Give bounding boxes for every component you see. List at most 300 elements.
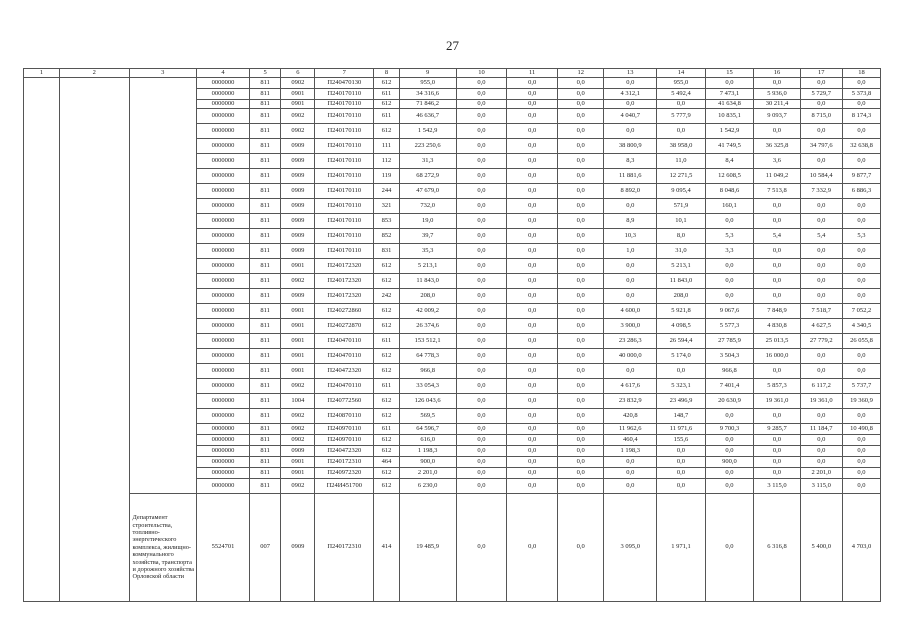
- table-cell: 39,7: [399, 229, 456, 244]
- table-cell: 0,0: [557, 379, 603, 394]
- table-cell: 811: [249, 289, 281, 304]
- table-cell: 811: [249, 479, 281, 494]
- table-cell: 5 577,3: [705, 319, 754, 334]
- empty-cell: [129, 259, 197, 274]
- table-cell: 0901: [281, 259, 315, 274]
- table-cell: 0,0: [754, 78, 800, 89]
- table-cell: П240272870: [315, 319, 374, 334]
- header-cell: 15: [705, 69, 754, 78]
- table-row: [24, 289, 881, 304]
- table-row: [24, 139, 881, 154]
- table-cell: 0,0: [754, 199, 800, 214]
- table-cell: 5,3: [705, 229, 754, 244]
- table-cell: 0,0: [456, 289, 507, 304]
- empty-cell: [59, 169, 129, 184]
- table-row: [24, 468, 881, 479]
- table-cell: 6 230,0: [399, 479, 456, 494]
- header-cell: 6: [281, 69, 315, 78]
- table-cell: 612: [374, 78, 399, 89]
- table-cell: П240172320: [315, 259, 374, 274]
- empty-cell: [24, 479, 60, 494]
- table-cell: 0,0: [800, 349, 842, 364]
- table-cell: 5 213,1: [399, 259, 456, 274]
- table-row: [24, 435, 881, 446]
- table-cell: 0,0: [842, 199, 880, 214]
- empty-cell: [129, 109, 197, 124]
- table-cell: 38 958,0: [657, 139, 706, 154]
- table-cell: 321: [374, 199, 399, 214]
- table-row: [24, 184, 881, 199]
- table-cell: 0000000: [197, 89, 250, 100]
- table-cell: 5 777,9: [657, 109, 706, 124]
- table-cell: 9 093,7: [754, 109, 800, 124]
- empty-cell: [24, 78, 60, 89]
- table-cell: 7 848,9: [754, 304, 800, 319]
- table-cell: 0,0: [754, 468, 800, 479]
- table-cell: 0902: [281, 274, 315, 289]
- table-cell: 0,0: [705, 259, 754, 274]
- empty-cell: [129, 78, 197, 89]
- table-cell: 0000000: [197, 468, 250, 479]
- table-cell: 811: [249, 124, 281, 139]
- header-cell: 5: [249, 69, 281, 78]
- table-cell: 10 490,8: [842, 424, 880, 435]
- table-cell: 811: [249, 214, 281, 229]
- table-cell: 5 492,4: [657, 89, 706, 100]
- table-cell: 0,0: [557, 304, 603, 319]
- table-row: [24, 214, 881, 229]
- table-cell: 0,0: [507, 214, 558, 229]
- table-cell: 8,0: [657, 229, 706, 244]
- empty-cell: [24, 409, 60, 424]
- table-cell: П240170110: [315, 169, 374, 184]
- table-cell: 0909: [281, 154, 315, 169]
- table-cell: 0,0: [705, 214, 754, 229]
- table-cell: 811: [249, 379, 281, 394]
- table-cell: 9 095,4: [657, 184, 706, 199]
- table-row: [24, 319, 881, 334]
- table-cell: 11 049,2: [754, 169, 800, 184]
- empty-cell: [24, 424, 60, 435]
- table-cell: 0,0: [754, 124, 800, 139]
- table-cell: 0,0: [604, 364, 657, 379]
- table-cell: П240170110: [315, 89, 374, 100]
- table-cell: 0,0: [456, 139, 507, 154]
- empty-cell: [59, 154, 129, 169]
- table-cell: 5 857,3: [754, 379, 800, 394]
- table-cell: 612: [374, 409, 399, 424]
- table-cell: 0,0: [705, 78, 754, 89]
- table-cell: 5524701: [197, 494, 250, 602]
- table-cell: 2 201,0: [800, 468, 842, 479]
- empty-cell: [59, 379, 129, 394]
- table-cell: 0,0: [456, 379, 507, 394]
- table-cell: 23 496,9: [657, 394, 706, 409]
- table-cell: 0,0: [604, 274, 657, 289]
- table-cell: П240172320: [315, 274, 374, 289]
- table-cell: 0000000: [197, 100, 250, 109]
- table-cell: 11 184,7: [800, 424, 842, 435]
- empty-cell: [59, 244, 129, 259]
- table-cell: 414: [374, 494, 399, 602]
- table-cell: 0000000: [197, 169, 250, 184]
- table-cell: 0,0: [800, 214, 842, 229]
- table-cell: 0,0: [507, 154, 558, 169]
- table-cell: 0000000: [197, 109, 250, 124]
- table-cell: 32 638,8: [842, 139, 880, 154]
- table-cell: 569,5: [399, 409, 456, 424]
- table-cell: 0,0: [456, 89, 507, 100]
- table-cell: 811: [249, 100, 281, 109]
- table-cell: 0,0: [507, 124, 558, 139]
- table-cell: 0,0: [456, 229, 507, 244]
- table-cell: 0,0: [507, 169, 558, 184]
- table-cell: 1 971,1: [657, 494, 706, 602]
- table-cell: П240170110: [315, 100, 374, 109]
- table-cell: 5 921,8: [657, 304, 706, 319]
- table-row: [24, 229, 881, 244]
- header-cell: 18: [842, 69, 880, 78]
- table-cell: 8,3: [604, 154, 657, 169]
- table-cell: 0,0: [456, 199, 507, 214]
- table-cell: 0000000: [197, 457, 250, 468]
- table-cell: 10,1: [657, 214, 706, 229]
- table-cell: 0,0: [842, 409, 880, 424]
- table-cell: 0,0: [705, 479, 754, 494]
- table-cell: 19 361,0: [800, 394, 842, 409]
- table-cell: 612: [374, 274, 399, 289]
- table-cell: 811: [249, 274, 281, 289]
- table-cell: 0,0: [507, 424, 558, 435]
- table-cell: 68 272,9: [399, 169, 456, 184]
- table-cell: 966,8: [705, 364, 754, 379]
- table-row: [24, 409, 881, 424]
- table-cell: 64 596,7: [399, 424, 456, 435]
- table-cell: 0,0: [842, 435, 880, 446]
- table-cell: 811: [249, 184, 281, 199]
- table-cell: 0,0: [800, 409, 842, 424]
- table-cell: 23 286,3: [604, 334, 657, 349]
- table-cell: 0,0: [456, 424, 507, 435]
- table-row: [24, 479, 881, 494]
- empty-cell: [24, 89, 60, 100]
- empty-cell: [24, 109, 60, 124]
- table-cell: 0,0: [507, 334, 558, 349]
- table-cell: 0,0: [800, 435, 842, 446]
- table-cell: 42 009,2: [399, 304, 456, 319]
- empty-cell: [24, 214, 60, 229]
- table-cell: 8 048,6: [705, 184, 754, 199]
- empty-cell: [24, 319, 60, 334]
- table-row: [24, 334, 881, 349]
- empty-cell: [129, 394, 197, 409]
- table-cell: 0000000: [197, 78, 250, 89]
- table-cell: 11 843,0: [657, 274, 706, 289]
- table-cell: 5,4: [800, 229, 842, 244]
- table-cell: 0,0: [705, 435, 754, 446]
- empty-cell: [59, 349, 129, 364]
- header-cell: 7: [315, 69, 374, 78]
- empty-cell: [59, 494, 129, 602]
- table-cell: 223 250,6: [399, 139, 456, 154]
- table-cell: 0,0: [754, 409, 800, 424]
- table-cell: 0,0: [557, 446, 603, 457]
- table-cell: 0,0: [754, 457, 800, 468]
- table-cell: 0,0: [705, 446, 754, 457]
- empty-cell: [129, 304, 197, 319]
- table-cell: 2 201,0: [399, 468, 456, 479]
- table-cell: 612: [374, 100, 399, 109]
- table-cell: 0,0: [800, 244, 842, 259]
- table-cell: 0,0: [604, 124, 657, 139]
- table-cell: 0902: [281, 409, 315, 424]
- table-cell: П240170110: [315, 214, 374, 229]
- table-cell: 20 630,9: [705, 394, 754, 409]
- table-cell: 0,0: [657, 100, 706, 109]
- table-cell: 0,0: [754, 274, 800, 289]
- empty-cell: [59, 124, 129, 139]
- table-cell: П240472320: [315, 446, 374, 457]
- empty-cell: [59, 139, 129, 154]
- table-cell: 0000000: [197, 304, 250, 319]
- table-cell: 0,0: [800, 289, 842, 304]
- table-cell: 811: [249, 409, 281, 424]
- table-cell: 0,0: [842, 349, 880, 364]
- table-cell: 1 542,9: [705, 124, 754, 139]
- table-cell: 0,0: [507, 364, 558, 379]
- table-cell: 244: [374, 184, 399, 199]
- empty-cell: [129, 139, 197, 154]
- table-cell: 420,8: [604, 409, 657, 424]
- table-cell: 0909: [281, 494, 315, 602]
- table-cell: П240470110: [315, 334, 374, 349]
- table-cell: 612: [374, 124, 399, 139]
- table-cell: 0,0: [557, 494, 603, 602]
- table-cell: 27 779,2: [800, 334, 842, 349]
- table-cell: 0,0: [705, 468, 754, 479]
- table-cell: 831: [374, 244, 399, 259]
- table-cell: 0,0: [557, 244, 603, 259]
- table-cell: 19,0: [399, 214, 456, 229]
- table-cell: П240772560: [315, 394, 374, 409]
- table-cell: 0,0: [507, 199, 558, 214]
- header-cell: 17: [800, 69, 842, 78]
- table-cell: 811: [249, 394, 281, 409]
- table-cell: 5,3: [842, 229, 880, 244]
- table-cell: 3 504,3: [705, 349, 754, 364]
- table-cell: 3 095,0: [604, 494, 657, 602]
- table-cell: 616,0: [399, 435, 456, 446]
- table-row: [24, 424, 881, 435]
- table-cell: 0000000: [197, 479, 250, 494]
- table-cell: 34 797,6: [800, 139, 842, 154]
- empty-cell: [129, 364, 197, 379]
- table-cell: П240970110: [315, 435, 374, 446]
- table-row: [24, 78, 881, 89]
- table-cell: 611: [374, 379, 399, 394]
- table-cell: 0,0: [456, 479, 507, 494]
- table-cell: 0,0: [842, 244, 880, 259]
- table-cell: 0000000: [197, 334, 250, 349]
- table-cell: 955,0: [399, 78, 456, 89]
- table-cell: 0,0: [800, 457, 842, 468]
- table-cell: 64 778,3: [399, 349, 456, 364]
- table-cell: 5 174,0: [657, 349, 706, 364]
- table-cell: 0,0: [604, 457, 657, 468]
- empty-cell: [59, 334, 129, 349]
- empty-cell: [24, 259, 60, 274]
- table-cell: 111: [374, 139, 399, 154]
- header-cell: 3: [129, 69, 197, 78]
- table-cell: 4 617,6: [604, 379, 657, 394]
- table-cell: 0901: [281, 89, 315, 100]
- table-cell: 8 715,0: [800, 109, 842, 124]
- empty-cell: [129, 424, 197, 435]
- empty-cell: [24, 446, 60, 457]
- table-cell: 0,0: [507, 446, 558, 457]
- header-cell: 4: [197, 69, 250, 78]
- table-cell: П240170110: [315, 154, 374, 169]
- table-cell: 811: [249, 78, 281, 89]
- table-cell: 1004: [281, 394, 315, 409]
- table-cell: 5,4: [754, 229, 800, 244]
- table-cell: 0,0: [507, 409, 558, 424]
- table-cell: 34 316,6: [399, 89, 456, 100]
- table-cell: 4 312,1: [604, 89, 657, 100]
- table-cell: 612: [374, 479, 399, 494]
- table-cell: 811: [249, 109, 281, 124]
- table-row: [24, 89, 881, 100]
- table-cell: 811: [249, 259, 281, 274]
- empty-cell: [59, 424, 129, 435]
- empty-cell: [24, 100, 60, 109]
- table-cell: 0,0: [604, 468, 657, 479]
- table-cell: 0,0: [507, 244, 558, 259]
- table-cell: 10,3: [604, 229, 657, 244]
- empty-cell: [24, 334, 60, 349]
- table-cell: 0,0: [657, 124, 706, 139]
- table-cell: 811: [249, 468, 281, 479]
- table-cell: 8 892,0: [604, 184, 657, 199]
- empty-cell: [24, 364, 60, 379]
- table-cell: 4 627,5: [800, 319, 842, 334]
- empty-cell: [24, 154, 60, 169]
- table-cell: 0,0: [507, 394, 558, 409]
- table-cell: 46 636,7: [399, 109, 456, 124]
- table-cell: 612: [374, 446, 399, 457]
- table-cell: 6 316,8: [754, 494, 800, 602]
- table-cell: 811: [249, 446, 281, 457]
- table-cell: 119: [374, 169, 399, 184]
- table-cell: 0000000: [197, 435, 250, 446]
- empty-cell: [59, 184, 129, 199]
- table-cell: 0,0: [557, 479, 603, 494]
- table-row-department: [24, 494, 881, 602]
- empty-cell: [59, 199, 129, 214]
- table-cell: 26 594,4: [657, 334, 706, 349]
- table-cell: 0,0: [507, 78, 558, 89]
- table-cell: 0,0: [800, 364, 842, 379]
- table-cell: 464: [374, 457, 399, 468]
- table-cell: 0,0: [456, 319, 507, 334]
- table-cell: 1,0: [604, 244, 657, 259]
- empty-cell: [129, 89, 197, 100]
- empty-cell: [59, 364, 129, 379]
- table-cell: 612: [374, 364, 399, 379]
- table-cell: 0000000: [197, 184, 250, 199]
- table-cell: 0000000: [197, 409, 250, 424]
- table-cell: 0,0: [507, 457, 558, 468]
- empty-cell: [59, 100, 129, 109]
- table-cell: П240172310: [315, 494, 374, 602]
- table-cell: П240970110: [315, 424, 374, 435]
- table-cell: 811: [249, 89, 281, 100]
- table-cell: 0,0: [507, 139, 558, 154]
- table-cell: 0,0: [842, 468, 880, 479]
- table-cell: 0,0: [657, 457, 706, 468]
- table-cell: 0,0: [754, 289, 800, 304]
- table-cell: 966,8: [399, 364, 456, 379]
- table-cell: 0,0: [557, 169, 603, 184]
- table-cell: 571,9: [657, 199, 706, 214]
- table-cell: 26 374,6: [399, 319, 456, 334]
- table-cell: 41 749,5: [705, 139, 754, 154]
- table-cell: 0,0: [507, 349, 558, 364]
- table-cell: 7 052,2: [842, 304, 880, 319]
- table-cell: 30 211,4: [754, 100, 800, 109]
- table-cell: 148,7: [657, 409, 706, 424]
- table-cell: 0909: [281, 199, 315, 214]
- table-cell: 0902: [281, 78, 315, 89]
- empty-cell: [129, 274, 197, 289]
- table-cell: 0909: [281, 214, 315, 229]
- empty-cell: [129, 457, 197, 468]
- empty-cell: [24, 494, 60, 602]
- table-row: [24, 244, 881, 259]
- table-cell: 0000000: [197, 319, 250, 334]
- table-cell: 0,0: [456, 364, 507, 379]
- table-cell: 0,0: [456, 100, 507, 109]
- empty-cell: [24, 274, 60, 289]
- table-cell: 27 785,9: [705, 334, 754, 349]
- table-cell: 460,4: [604, 435, 657, 446]
- table-cell: 0,0: [456, 274, 507, 289]
- table-body: [24, 69, 881, 602]
- empty-cell: [59, 319, 129, 334]
- table-cell: 0,0: [842, 259, 880, 274]
- table-cell: 0,0: [557, 154, 603, 169]
- empty-cell: [129, 289, 197, 304]
- table-cell: 0902: [281, 424, 315, 435]
- table-cell: 0,0: [557, 78, 603, 89]
- empty-cell: [59, 109, 129, 124]
- table-cell: 0000000: [197, 394, 250, 409]
- table-cell: 153 512,1: [399, 334, 456, 349]
- empty-cell: [24, 199, 60, 214]
- table-cell: 9 067,6: [705, 304, 754, 319]
- empty-cell: [59, 394, 129, 409]
- table-cell: 19 360,9: [842, 394, 880, 409]
- table-cell: 0909: [281, 244, 315, 259]
- table-cell: 0,0: [456, 78, 507, 89]
- table-cell: 0000000: [197, 199, 250, 214]
- table-cell: П240470110: [315, 349, 374, 364]
- empty-cell: [129, 184, 197, 199]
- empty-cell: [59, 409, 129, 424]
- table-row: [24, 259, 881, 274]
- table-cell: 0901: [281, 304, 315, 319]
- table-cell: 611: [374, 334, 399, 349]
